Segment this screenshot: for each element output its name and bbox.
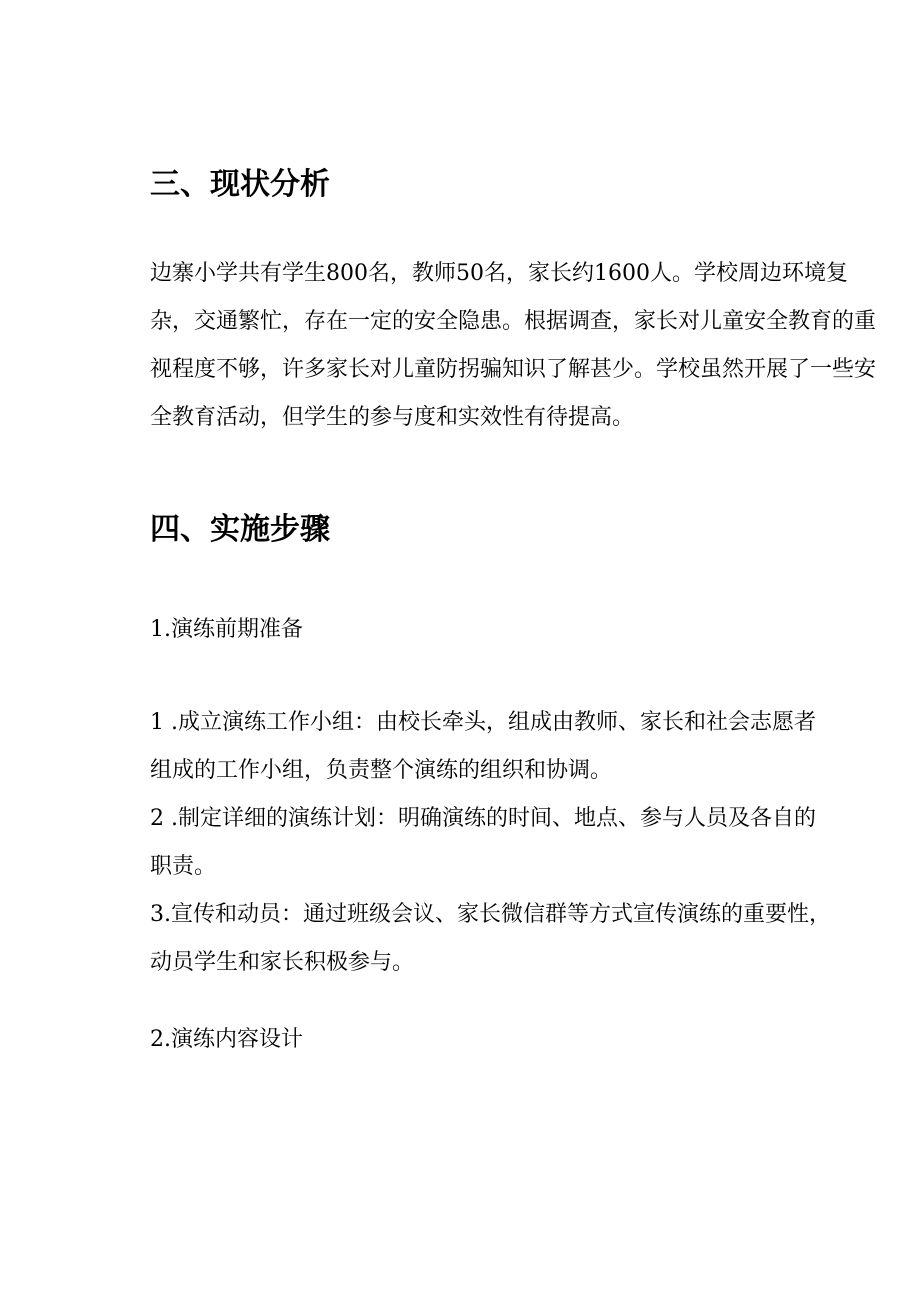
paragraph-line: 视程度不够，许多家长对儿童防拐骗知识了解甚少。学校虽然开展了一些安 <box>150 357 877 382</box>
subsection-title-content-design: 2.演练内容设计 <box>150 1027 303 1052</box>
paragraph-line: 杂，交通繁忙，存在一定的安全隐患。根据调查，家长对儿童安全教育的重 <box>150 309 877 334</box>
list-item-1 <box>150 699 815 795</box>
status-analysis-paragraph <box>150 250 877 442</box>
section-heading-implementation-steps: 四、实施步骤 <box>150 512 330 547</box>
section-heading-status-analysis: 三、现状分析 <box>150 167 330 202</box>
list-item-line: 3.宣传和动员：通过班级会议、家长微信群等方式宣传演练的重要性， <box>150 902 831 927</box>
list-item-line: 2 .制定详细的演练计划：明确演练的时间、地点、参与人员及各自的 <box>150 806 816 831</box>
list-item-line: 职责。 <box>150 854 217 879</box>
paragraph-line: 全教育活动，但学生的参与度和实效性有待提高。 <box>150 405 635 430</box>
list-item-line: 组成的工作小组，负责整个演练的组织和协调。 <box>150 758 613 783</box>
paragraph-line: 边寨小学共有学生800名，教师50名，家长约1600人。学校周边环境复 <box>150 261 848 286</box>
list-item-line: 动员学生和家长积极参与。 <box>150 950 415 975</box>
list-item-2 <box>150 795 815 891</box>
subsection-title-preparation: 1.演练前期准备 <box>150 617 303 642</box>
list-item-3 <box>150 891 831 987</box>
list-item-line: 1 .成立演练工作小组：由校长牵头，组成由教师、家长和社会志愿者 <box>150 710 816 735</box>
